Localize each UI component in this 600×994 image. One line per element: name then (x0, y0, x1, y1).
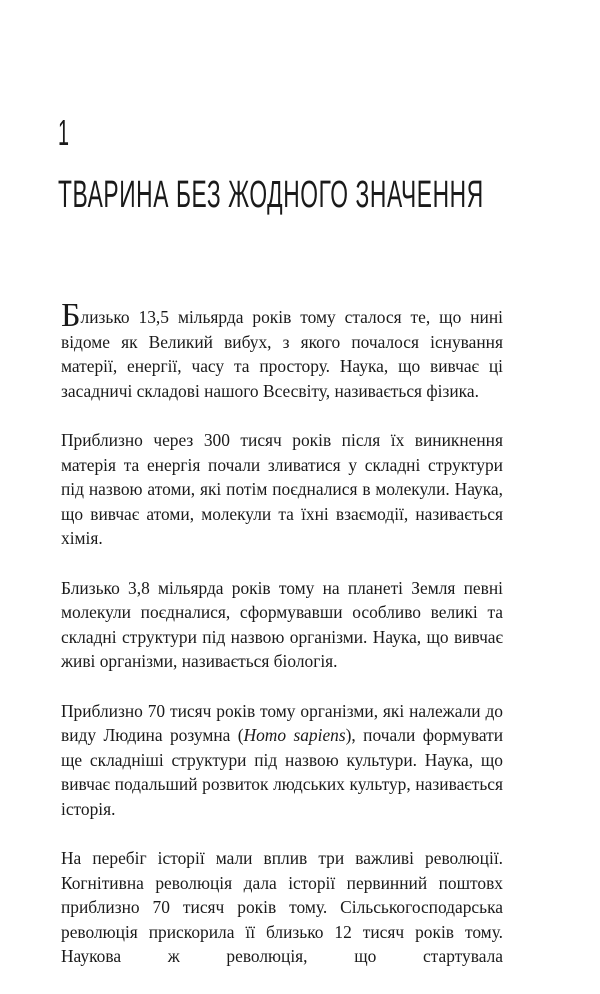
paragraph (61, 297, 503, 403)
body-text (61, 297, 503, 994)
chapter-number: 1 (58, 112, 70, 153)
latin-term: Homo sapiens (243, 725, 346, 746)
paragraph (61, 576, 503, 674)
paragraph-text: Приблизно 70 тисяч років тому організми, які належали до виду Людина розумна ( (61, 700, 503, 746)
paragraph (61, 699, 503, 822)
paragraph (61, 428, 503, 551)
paragraph-text: На перебіг історії мали вплив три важливі революції. Когнітивна революція дала історії первинний поштовх приблизно 70 тисяч років тому. Сільськогосподарська революція прискорила її близько 12 тисяч років тому. Наукова ж революція, що стартувала (61, 848, 503, 967)
paragraph-text: лизько 13,5 мільярда років тому сталося те, що нині відоме як Великий вибух, з якого почалося існування матерії, енергії, часу та простору. Наука, що вивчає ці засадничі складові нашого Всесвіту, називається фізика. (61, 307, 503, 401)
paragraph-text: Близько 3,8 мільярда років тому на планеті Земля певні молекули поєдналися, сформувавши особливо великі та складні структури під назвою організми. Наука, що вивчає живі організми, називається біологія. (61, 577, 503, 672)
paragraph-text: Приблизно через 300 тисяч років після їх виникнення матерія та енергія почали зливатися у складні структури під назвою атоми, які потім поєдналися в молекули. Наука, що вивчає атоми, молекули та їхні взаємодії, називається хімія. (61, 429, 503, 549)
paragraph (61, 846, 503, 969)
chapter-title: ТВАРИНА БЕЗ ЖОДНОГО ЗНАЧЕННЯ (58, 174, 484, 216)
paragraph-text: ), почали формувати ще складніші структури під назвою культури. Наука, що вивчає подальший розвиток людських культур, називається історія. (61, 725, 503, 819)
drop-cap: Б (61, 297, 81, 334)
